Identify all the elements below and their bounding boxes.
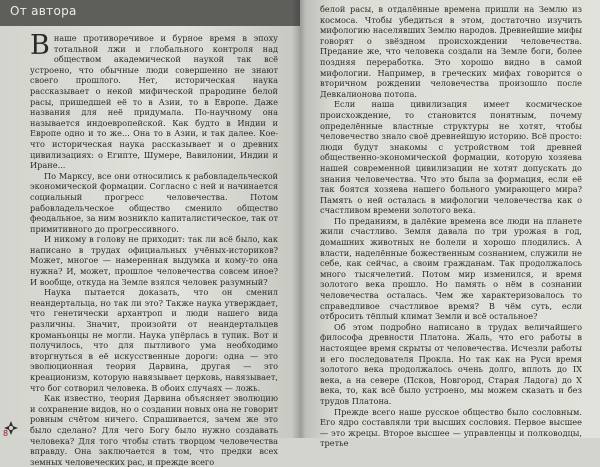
- paragraph-text: наше противоречивое и бурное время в эпоху тотальной лжи и глобального контроля над обществом академической наукой так всё устроено, что обычные люди совершенно не знают своего прошлого. Нет, историческая наука рассказывает о некой мифической прародине белой расы, пришедшей её то в Азии, то в Европе. Даже названия для неё придумала. По-научному она называется индоевропейской. Как будто в Индии и Европе одно и то же... Она то в Азии, и так далее. Кое-что историческая наука рассказывает и о древних цивилизациях: о Египте, Шумере, Вавилонии, Индии и Иране...: [30, 33, 278, 171]
- right-text-column: [320, 4, 582, 449]
- paragraph: [30, 30, 278, 171]
- paragraph: Если наша цивилизация имеет космическое происхождение, то становится понятным, почему определённые властные структуры не хотят, чтобы человечество знало своё древнейшую историю. Всё просто: люди будут знакомы с устройством той древней общественно-экономической формации, которую хозяева нашей современной цивилизации не хотят допускать до знания человечества. Что это была за формация, если её так боятся хозяева нашего больного умирающего мира? Память о ней осталась в мифологии человечества как о счастливом времени золотого века.: [320, 99, 582, 216]
- book-gutter: [292, 0, 306, 438]
- paragraph: Об этом подробно написано в трудах величайшего философа древности Платона. Жаль, что его работы в настоящее время скрыты от человечества. Исчезли работы и его последователя Прокла. Но так как на Руси время золотого века продолжалось очень долго, вплоть до IX века, а на севере (Псков, Новгород, Старая Ладога) до Х века, то, как всё было устроено, мы можем сказать и без трудов Платона.: [320, 321, 582, 406]
- chapter-title: От автора: [10, 4, 77, 18]
- paragraph: Прежде всего наше русское общество было сословным. Его ядро составляли три высших сословия. Первое высшее — это жрецы. Второе высшее — управленцы и полководцы, третье: [320, 406, 582, 449]
- paragraph: белой расы, в отдалённые времена пришли на Землю из космоса. Чтобы убедиться в этом, достаточно изучить мифологию населявших Землю народов. Древнейшие мифы говорят о звёздном происхождении человечества. Предание же, что человека создали на Земле боги, более поздняя переработка. Это хорошо видно в самой мифологии. Например, в греческих мифах говорится о вторичном рождении человечества произошло после Девкалионова потопа.: [320, 4, 582, 99]
- page-number: 8: [3, 429, 9, 438]
- header-bar: [0, 0, 300, 26]
- paragraph: По Марксу, все они относились к рабовладельческой экономической формации. Согласно с ней и начинается социальный прогресс человечества. Потом рабовладельческое общество сменило общество феодальное, за ним возникло капиталистическое, так от примитивного до прогрессивного.: [30, 170, 278, 234]
- paragraph: И никому в голову не приходит: так ли всё было, как написано в трудах официальных учёных-историков? Может, многое — намеренная выдумка и кому-то она нужна? И, может, прошлое человечества совсем иное? И вообще, откуда на Земле взялся человек разумный?: [30, 234, 278, 287]
- right-page: [300, 0, 600, 449]
- paragraph: Как известно, теория Дарвина объясняет эволюцию и сохранение видов, но о создании новых она не говорит ровным счётом ничего. Спрашивается, зачем же это было сделано? Для чего Богу было нужно создавать человека? Для того чтобы стать творцом человечества вправду. Она заключается в том, что предки всех земных человеческих рас, и прежде всего: [30, 393, 278, 467]
- paragraph: Наука пытается доказать, что он сменил неандертальца, но так ли это? Также наука утверждает, что генетически архантроп и люди нашего вида различны. Значит, произойти от неандертальцев кроманьонцы не могли. Наука упёрлась в тупик. Вот и получилось, что для пытливого ума необходимо вторгнуться в её искусственные дороги: одна — это эволюционная теория Дарвина, другая — это креационизм, которую навязывает церковь, навязывает, что бог сотворил человека. В обоих случаях — ложь.: [30, 287, 278, 393]
- paragraph: По преданиям, в далёкие времена все люди на планете жили счастливо. Земля давала по три урожая в год, домашних животных не болели и хорошо плодились. А власти, наделённые божественным сознанием, служили не себе, как сейчас, а своим гражданам. Так продолжалось много тысячелетий. Потом мир изменился, и время золотого века прошло. Но память о нём в сознании человечества осталась. Чем же характеризовалось то справедливое счастливое время? В чём суть, если отбросить тёплый климат Земли и всё остальное?: [320, 215, 582, 322]
- left-text-column: [30, 30, 278, 467]
- drop-cap: В: [30, 30, 50, 61]
